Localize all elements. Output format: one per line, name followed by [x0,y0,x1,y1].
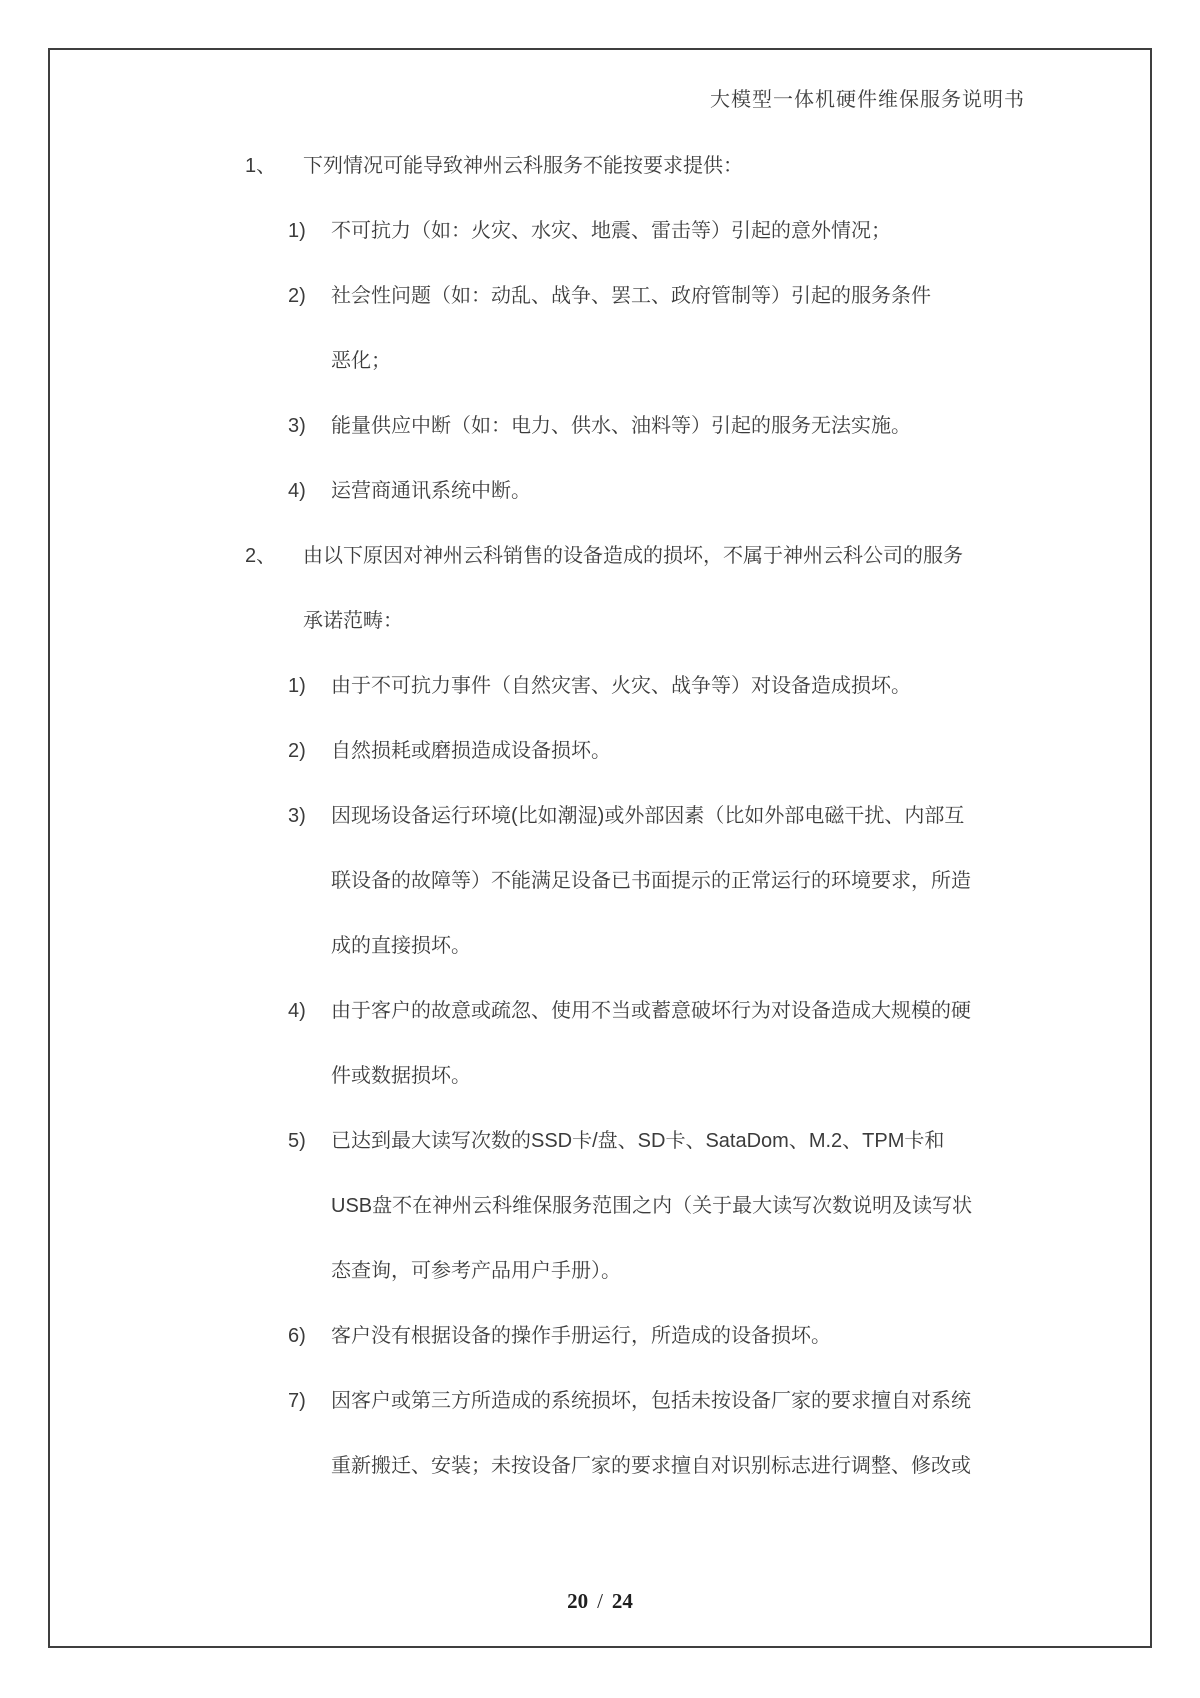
list-line: 成的直接损坏。 [331,935,471,957]
list-line: 件或数据损坏。 [331,1065,471,1087]
list-item-marker: 6) [288,1325,306,1347]
page-number-separator: / [597,1589,603,1613]
list-item-marker: 7) [288,1390,306,1412]
list-item-marker: 4) [288,480,306,502]
list-item-marker: 2、 [245,545,277,567]
list-line: 恶化； [331,350,391,372]
list-item-marker: 3) [288,415,306,437]
list-line: 态查询，可参考产品用户手册）。 [331,1260,621,1282]
list-line: 6) 客户没有根据设备的操作手册运行，所造成的设备损坏。 [0,1304,1200,1369]
list-line: 1) 不可抗力（如：火灾、水灾、地震、雷击等）引起的意外情况； [0,199,1200,264]
list-line: 承诺范畴： [303,610,403,632]
page-footer [0,1589,1200,1614]
list-item-marker: 1) [288,220,306,242]
list-line: 2、 由以下原因对神州云科销售的设备造成的损坏，不属于神州云科公司的服务 [0,524,1200,589]
list-line: 3) 能量供应中断（如：电力、供水、油料等）引起的服务无法实施。 [0,394,1200,459]
list-item-marker: 1) [288,675,306,697]
list-line: 4) 运营商通讯系统中断。 [0,459,1200,524]
page-header-title: 大模型一体机硬件维保服务说明书 [710,89,1025,111]
list-line: 2) 自然损耗或磨损造成设备损坏。 [0,719,1200,784]
list-line: 2) 社会性问题（如：动乱、战争、罢工、政府管制等）引起的服务条件 [0,264,1200,329]
list-line: 重新搬迁、安装；未按设备厂家的要求擅自对识别标志进行调整、修改或 [331,1455,971,1477]
list-line: 联设备的故障等）不能满足设备已书面提示的正常运行的环境要求，所造 [331,870,971,892]
list-line: 1) 由于不可抗力事件（自然灾害、火灾、战争等）对设备造成损坏。 [0,654,1200,719]
list-item-marker: 5) [288,1130,306,1152]
list-line: 3) 因现场设备运行环境(比如潮湿)或外部因素（比如外部电磁干扰、内部互 [0,784,1200,849]
list-item-marker: 3) [288,805,306,827]
list-item-marker: 4) [288,1000,306,1022]
list-line: 5) 已达到最大读写次数的SSD卡/盘、SD卡、SataDom、M.2、TPM卡和 [0,1109,1200,1174]
list-line: 4) 由于客户的故意或疏忽、使用不当或蓄意破坏行为对设备造成大规模的硬 [0,979,1200,1044]
document-body [0,134,1200,1499]
list-line: USB盘不在神州云科维保服务范围之内（关于最大读写次数说明及读写状 [331,1195,973,1217]
list-item-marker: 2) [288,740,306,762]
list-item-marker: 2) [288,285,306,307]
current-page-number: 20 [567,1589,589,1613]
list-item-marker: 1、 [245,155,277,177]
list-line: 1、 下列情况可能导致神州云科服务不能按要求提供： [0,134,1200,199]
total-pages-number: 24 [611,1589,633,1613]
list-line: 7) 因客户或第三方所造成的系统损坏，包括未按设备厂家的要求擅自对系统 [0,1369,1200,1434]
